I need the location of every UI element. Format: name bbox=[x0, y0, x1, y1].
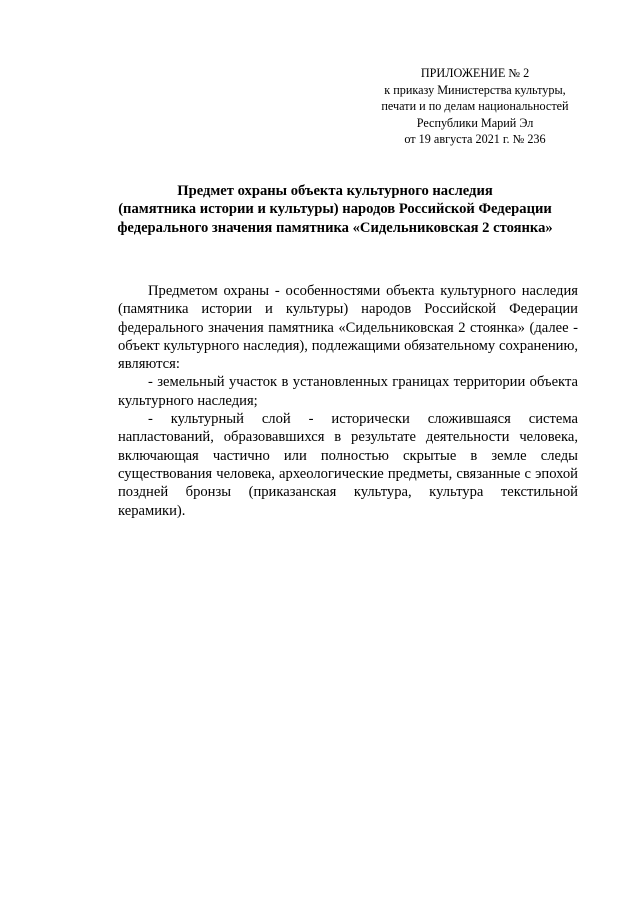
appendix-header bbox=[360, 65, 590, 148]
list-item-land: - земельный участок в установленных границах территории объекта культурного наследия; bbox=[118, 374, 578, 409]
title-line-1: Предмет охраны объекта культурного наследия bbox=[177, 183, 493, 199]
title-line-3: федерального значения памятника «Сидельниковская 2 стоянка» bbox=[117, 219, 553, 236]
appendix-date: от 19 августа 2021 г. № 236 bbox=[404, 132, 546, 147]
appendix-number: ПРИЛОЖЕНИЕ № 2 bbox=[420, 66, 530, 80]
list-item-cultural-layer: - культурный слой - исторически сложившаяся система напластований, образовавшихся в результате деятельности человека, включающая частично или полностью скрытые в земле следы существования человека, археологические предметы, связанные с эпохой поздней бронзы (приказанская культура, культура текстильной керамики). bbox=[118, 411, 578, 519]
document-title bbox=[70, 182, 600, 237]
appendix-ministry: печати и по делам национальностей bbox=[381, 99, 569, 114]
title-line-2: (памятника истории и культуры) народов Российской Федерации bbox=[118, 201, 552, 218]
document-body bbox=[118, 282, 578, 520]
appendix-order-ref: к приказу Министерства культуры, bbox=[384, 82, 566, 97]
appendix-republic: Республики Марий Эл bbox=[416, 115, 534, 130]
intro-paragraph: Предметом охраны - особенностями объекта культурного наследия (памятника истории и культуры) народов Российской Федерации федерального значения памятника «Сидельниковская 2 стоянка» (далее - объект культурного наследия), подлежащими обязательному сохранению, являются: bbox=[118, 283, 578, 373]
